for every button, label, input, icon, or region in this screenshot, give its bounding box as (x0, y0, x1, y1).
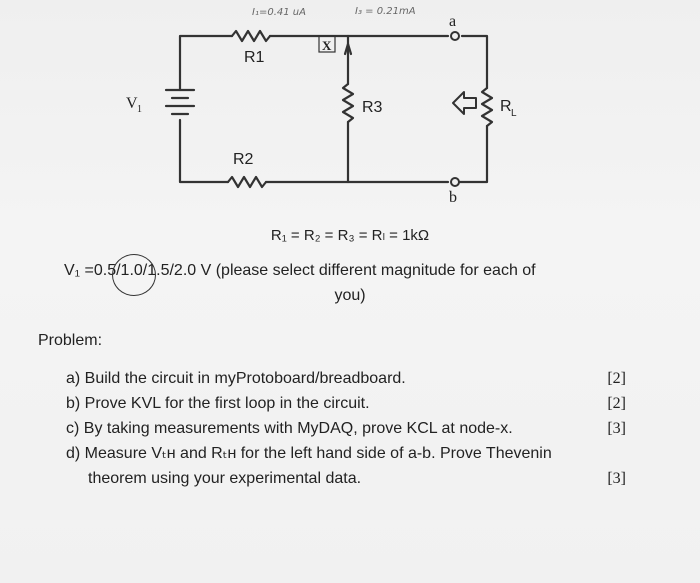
wire-top-left (180, 36, 232, 90)
circuit-diagram (0, 0, 700, 225)
wire-bottom-left (180, 120, 228, 182)
terminal-b (451, 178, 459, 186)
node-b-label: b (449, 189, 457, 206)
r1-resistor (232, 31, 270, 41)
problem-item-d-continued (66, 466, 626, 491)
problem-item-c (66, 416, 626, 441)
r2-resistor (228, 177, 266, 187)
node-a-label: a (449, 13, 457, 30)
problem-title: Problem: (38, 332, 103, 349)
r2-label: R2 (233, 151, 254, 168)
problem-list (66, 366, 626, 491)
voltage-options-continued: you) (334, 287, 366, 304)
problem-item-d (66, 441, 626, 466)
resistor-equation: R₁ = R₂ = R₃ = Rₗ = 1kΩ (270, 227, 430, 244)
problem-item-marks: [2] (607, 370, 626, 387)
terminal-a (451, 32, 459, 40)
wire-rl-bottom (460, 126, 487, 182)
problem-item-b (66, 391, 626, 416)
problem-item-text: d) Measure Vₜʜ and Rₜʜ for the left hand side of a-b. Prove Thevenin (66, 445, 552, 462)
wire-a-right (462, 36, 487, 88)
problem-item-marks: [3] (607, 420, 626, 437)
r3-resistor (343, 84, 353, 122)
problem-item-marks: [3] (607, 470, 626, 487)
r1-label: R1 (244, 49, 265, 66)
handwritten-i1: I₁=0.41 uA (252, 7, 306, 18)
problem-item-a (66, 366, 626, 391)
rl-label-sub: L (511, 108, 517, 119)
hollow-arrow (453, 92, 476, 114)
problem-item-text: c) By taking measurements with MyDAQ, prove KCL at node-x. (66, 420, 513, 437)
rl-resistor (482, 88, 492, 126)
handwritten-i3: I₃ = 0.21mA (355, 6, 416, 17)
voltage-options: V₁ =0.5/1.0/1.5/2.0 V (please select different magnitude for each of (64, 262, 536, 279)
problem-item-text: theorem using your experimental data. (88, 470, 362, 487)
node-x-label: X (322, 38, 332, 53)
r3-label: R3 (362, 99, 383, 116)
rl-label: R (500, 98, 512, 115)
v1-label-sub: 1 (137, 104, 142, 115)
v1-label: V (126, 95, 138, 112)
problem-item-text: b) Prove KVL for the first loop in the circuit. (66, 395, 370, 412)
problem-item-marks: [2] (607, 395, 626, 412)
problem-item-text: a) Build the circuit in myProtoboard/breadboard. (66, 370, 406, 387)
